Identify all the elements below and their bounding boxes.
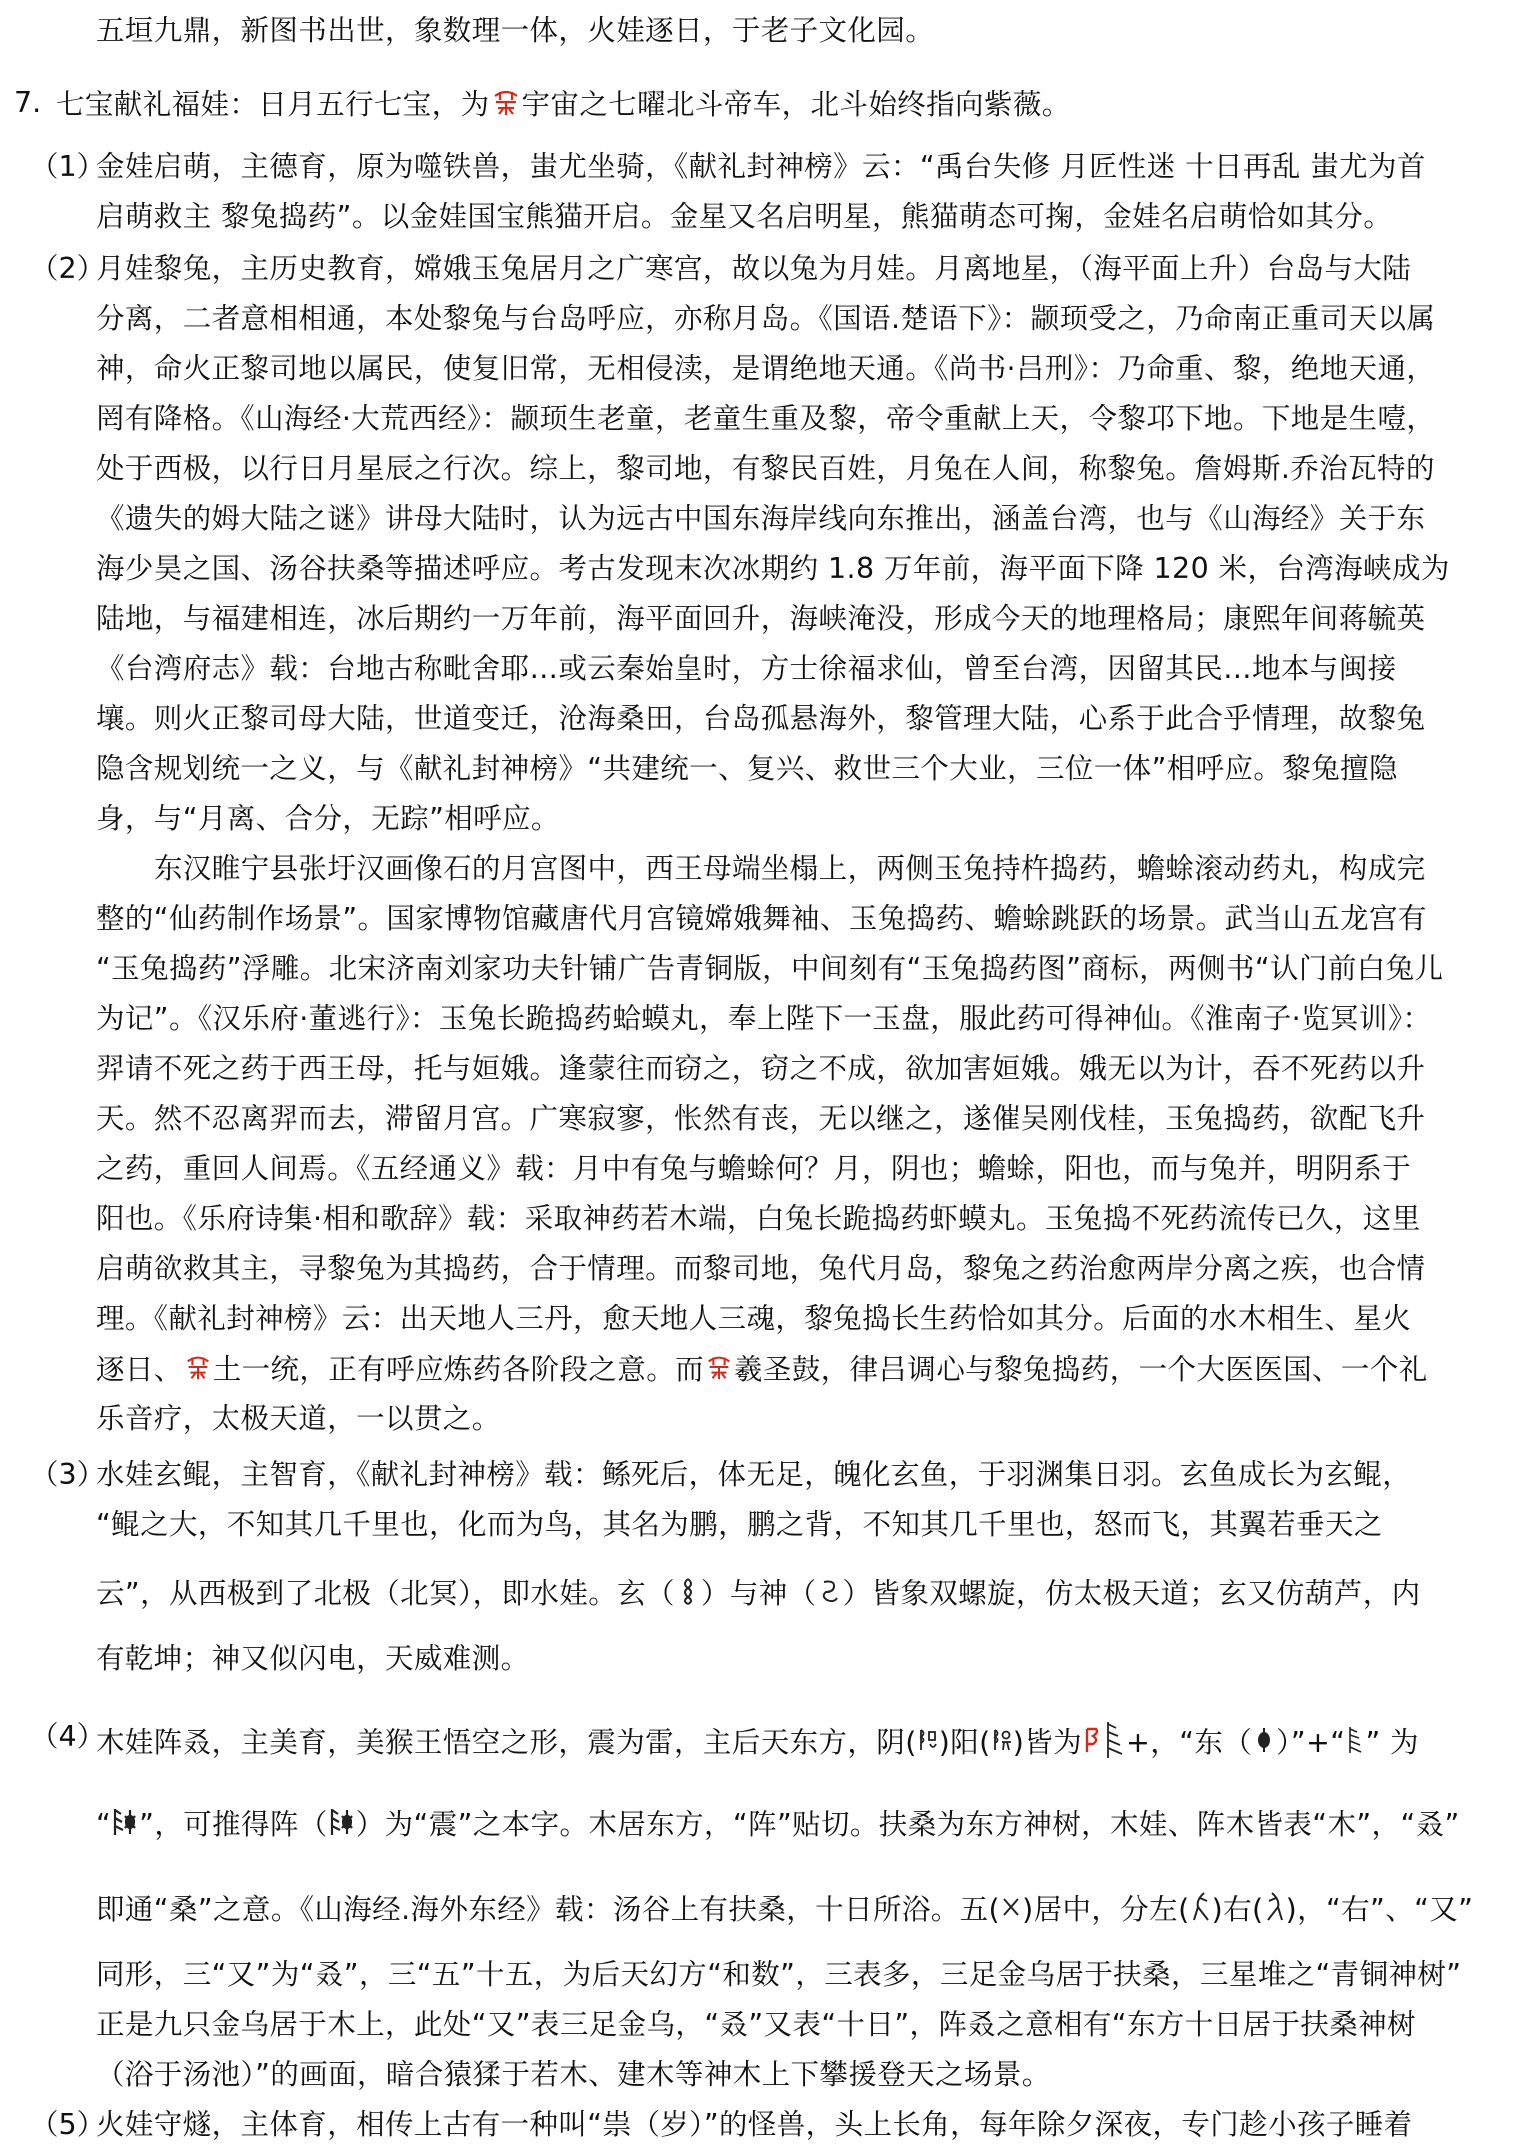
zhen-glyph-icon — [328, 1806, 356, 1846]
para-3-line: “鲲之大，不知其几千里也，化而为鸟，其名为鹏，鹏之背，不知其几千里也，怒而飞，其翼若垂天之 — [96, 1508, 1383, 1541]
para-2-line: 海少昊之国、汤谷扶桑等描述呼应。考古发现末次冰期约 1.8 万年前，海平面下降 120 米，台湾海峡成为 — [96, 552, 1450, 585]
line-part: “ — [96, 1808, 112, 1841]
line-part: +，“东（ — [1126, 1726, 1253, 1759]
wu-glyph-icon — [1000, 1893, 1022, 1929]
para-2-line: 壤。则火正黎司母大陆，世道变迁，沧海桑田，台岛孤悬海外，黎管理大陆，心系于此合乎情理，故黎兔 — [96, 702, 1426, 735]
para-2-line-with-seals — [96, 1352, 1428, 1390]
para-2-line: 东汉睢宁县张圩汉画像石的月宫图中，西王母端坐榻上，两侧玉兔持杵捣药，蟾蜍滚动药丸，构成完 — [154, 852, 1426, 885]
para-3-number: （3） — [30, 1458, 106, 1491]
para-4-line-with-glyphs — [96, 1890, 1473, 1932]
para-1-line: 金娃启萌，主德育，原为噬铁兽，蚩尤坐骑，《献礼封神榜》云：“禹台失修 月匠性迷 十日再乱 蚩尤为首 — [96, 150, 1426, 183]
para-4-number: （4） — [30, 1720, 106, 1753]
seal-glyph-icon — [490, 86, 522, 126]
xuan-glyph-icon — [675, 1576, 701, 1614]
para-2-line: 神，命火正黎司地以属民，使复旧常，无相侵渎，是谓绝地天通。《尚书·吕刑》：乃命重、黎，绝地天通， — [96, 352, 1436, 385]
line-part: )阳( — [938, 1726, 991, 1759]
para-1-line: 启萌救主 黎兔捣药”。以金娃国宝熊猫开启。金星又名启明星，熊猫萌态可掬，金娃名启萌恰如其分。 — [96, 200, 1393, 233]
section-7-text-b: 宇宙之七曜北斗帝车，北斗始终指向紫薇。 — [521, 88, 1071, 121]
line-part: 土一统，正有呼应炼药各阶段之意。而 — [212, 1353, 705, 1386]
shen-glyph-icon — [817, 1576, 843, 1614]
line-part: 云”，从西极到了北极（北冥），即水娃。玄（ — [96, 1577, 675, 1610]
section-7-number: 7. — [14, 86, 42, 119]
yang-glyph-icon — [991, 1726, 1013, 1762]
para-4-line: 正是九只金乌居于木上，此处“又”表三足金乌，“叒”又表“十日”，阵叒之意相有“东方十日居于扶桑神树 — [96, 2008, 1416, 2041]
para-2-line: 之药，重回人间焉。《五经通义》载：月中有兔与蟾蜍何？月，阴也；蟾蜍，阳也，而与兔并，明阴系于 — [96, 1152, 1412, 1185]
seal-glyph-icon — [183, 1352, 213, 1390]
para-2-line: 分离，二者意相相通，本处黎兔与台岛呼应，亦称月岛。《国语.楚语下》：颛顼受之，乃命南正重司天以属 — [96, 302, 1436, 335]
line-part: ）为“震”之本字。木居东方，“阵”贴切。扶桑为东方神树，木娃、阵木皆表“木”，“叒” — [355, 1808, 1460, 1841]
para-2-line: 整的“仙药制作场景”。国家博物馆藏唐代月宫镜嫦娥舞袖、玉兔捣药、蟾蜍跳跃的场景。武当山五龙宫有 — [96, 902, 1427, 935]
para-2-line: 天。然不忍离羿而去，滞留月宫。广寒寂寥，怅然有丧，无以继之，遂催吴刚伐桂，玉兔捣药，欲配飞升 — [96, 1102, 1426, 1135]
left-hand-glyph-icon — [1190, 1890, 1212, 1932]
dong-glyph-icon — [1252, 1726, 1276, 1762]
para-3-line: 水娃玄鲲，主智育，《献礼封神榜》载：鲧死后，体无足，魄化玄鱼，于羽渊集日羽。玄鱼成长为玄鲲， — [96, 1458, 1412, 1491]
para-1-number: （1） — [30, 150, 106, 183]
section-7-heading — [56, 86, 1071, 126]
ladder-glyph-icon — [1102, 1720, 1126, 1768]
para-2-line: 阳也。《乐府诗集·相和歌辞》载：采取神药若木端，白兔长跪捣药虾蟆丸。玉兔捣不死药流传已久，这里 — [96, 1202, 1421, 1235]
para-2-line: 《遗失的姆大陆之谜》讲母大陆时，认为远古中国东海岸线向东推出，涵盖台湾，也与《山海经》关于东 — [96, 502, 1426, 535]
para-2-line: 乐音疗，太极天道，一以贯之。 — [96, 1402, 501, 1435]
para-2-line: 罔有降格。《山海经·大荒西经》：颛顼生老童，老童生重及黎，帝令重献上天，令黎邛下地。下地是生噎， — [96, 402, 1436, 435]
para-2-line: 身，与“月离、合分，无踪”相呼应。 — [96, 802, 560, 835]
line-part: ）”+“ — [1276, 1726, 1346, 1759]
para-2-line: 启萌欲救其主，寻黎兔为其捣药，合于情理。而黎司地，兔代月岛，黎兔之药治愈两岸分离之疾，也合情 — [96, 1252, 1426, 1285]
para-2-line: 羿请不死之药于西王母，托与姮娥。逢蒙往而窃之，窃之不成，欲加害姮娥。娥无以为计，吞不死药以升 — [96, 1052, 1426, 1085]
line-part: 羲圣鼓，律吕调心与黎兔捣药，一个大医医国、一个礼 — [734, 1353, 1428, 1386]
line-part: )，“右”、“又” — [1285, 1893, 1474, 1926]
para-2-line: “玉兔捣药”浮雕。北宋济南刘家功夫针铺广告青铜版，中间刻有“玉兔捣药图”商标，两侧书“认门前白兔儿 — [96, 952, 1444, 985]
para-4-line: （浴于汤池）”的画面，暗合猿猱于若木、建木等神木上下攀援登天之场景。 — [96, 2058, 1051, 2091]
para-2-line: 陆地，与福建相连，冰后期约一万年前，海平面回升，海峡淹没，形成今天的地理格局；康熙年间蒋毓英 — [96, 602, 1426, 635]
line-part: )右( — [1211, 1893, 1264, 1926]
fu-radical-red-glyph-icon — [1082, 1725, 1102, 1763]
para-2-line: 处于西极，以行日月星辰之行次。综上，黎司地，有黎民百姓，月兔在人间，称黎兔。詹姆斯.乔治瓦特的 — [96, 452, 1435, 485]
line-part: 逐日、 — [96, 1353, 183, 1386]
line-part: 即通“桑”之意。《山海经.海外东经》载：汤谷上有扶桑，十日所浴。五( — [96, 1893, 1001, 1926]
zhen-glyph-icon — [111, 1806, 139, 1846]
yin-glyph-icon — [917, 1726, 939, 1762]
para-5-line: 火娃守燧，主体育，相传上古有一种叫“祟（岁）”的怪兽，头上长角，每年除夕深夜，专门趁小孩子睡着 — [96, 2108, 1413, 2141]
para-4-line-with-glyphs — [96, 1806, 1460, 1846]
para-2-line: 隐含规划统一之义，与《献礼封神榜》“共建统一、复兴、救世三个大业，三位一体”相呼应。黎兔擅隐 — [96, 752, 1398, 785]
para-3-line: 有乾坤；神又似闪电，天威难测。 — [96, 1642, 530, 1675]
line-part: )居中，分左( — [1022, 1893, 1190, 1926]
para-2-line: 《台湾府志》载：台地古称毗舍耶…或云秦始皇时，方士徐福求仙，曾至台湾，因留其民…地本与闽接 — [96, 652, 1397, 685]
top-line: 五垣九鼎，新图书出世，象数理一体，火娃逐日，于老子文化园。 — [96, 14, 935, 47]
line-part: )皆为 — [1012, 1726, 1083, 1759]
line-part: ”，可推得阵（ — [139, 1808, 328, 1841]
para-5-number: （5） — [30, 2108, 106, 2141]
para-2-line: 理。《献礼封神榜》云：出天地人三丹，愈天地人三魂，黎兔捣长生药恰如其分。后面的水木相生、星火 — [96, 1302, 1412, 1335]
para-4-line: 同形，三“又”为“叒”，三“五”十五，为后天幻方“和数”，三表多，三足金乌居于扶桑，三星堆之“青铜神树” — [96, 1958, 1462, 1991]
para-2-line: 为记”。《汉乐府·董逃行》：玉兔长跪捣药蛤蟆丸，奉上陛下一玉盘，服此药可得神仙。《淮南子·览冥训》： — [96, 1002, 1432, 1035]
ladder-small-glyph-icon — [1345, 1725, 1365, 1763]
para-3-line-with-glyphs — [96, 1576, 1421, 1614]
line-part: ” 为 — [1365, 1726, 1419, 1759]
line-part: ）与神（ — [700, 1577, 817, 1610]
para-4-line-with-glyphs — [96, 1720, 1419, 1768]
line-part: 木娃阵叒，主美育，美猴王悟空之形，震为雷，主后天东方，阴( — [96, 1726, 917, 1759]
para-2-line: 月娃黎兔，主历史教育，嫦娥玉兔居月之广寒宫，故以兔为月娃。月离地星，（海平面上升）台岛与大陆 — [96, 252, 1412, 285]
right-hand-glyph-icon — [1264, 1890, 1286, 1932]
para-2-number: （2） — [30, 252, 106, 285]
line-part: ）皆象双螺旋，仿太极天道；玄又仿葫芦，内 — [842, 1577, 1421, 1610]
seal-glyph-icon — [704, 1352, 734, 1390]
section-7-text-a: 七宝献礼福娃：日月五行七宝，为 — [56, 88, 490, 121]
